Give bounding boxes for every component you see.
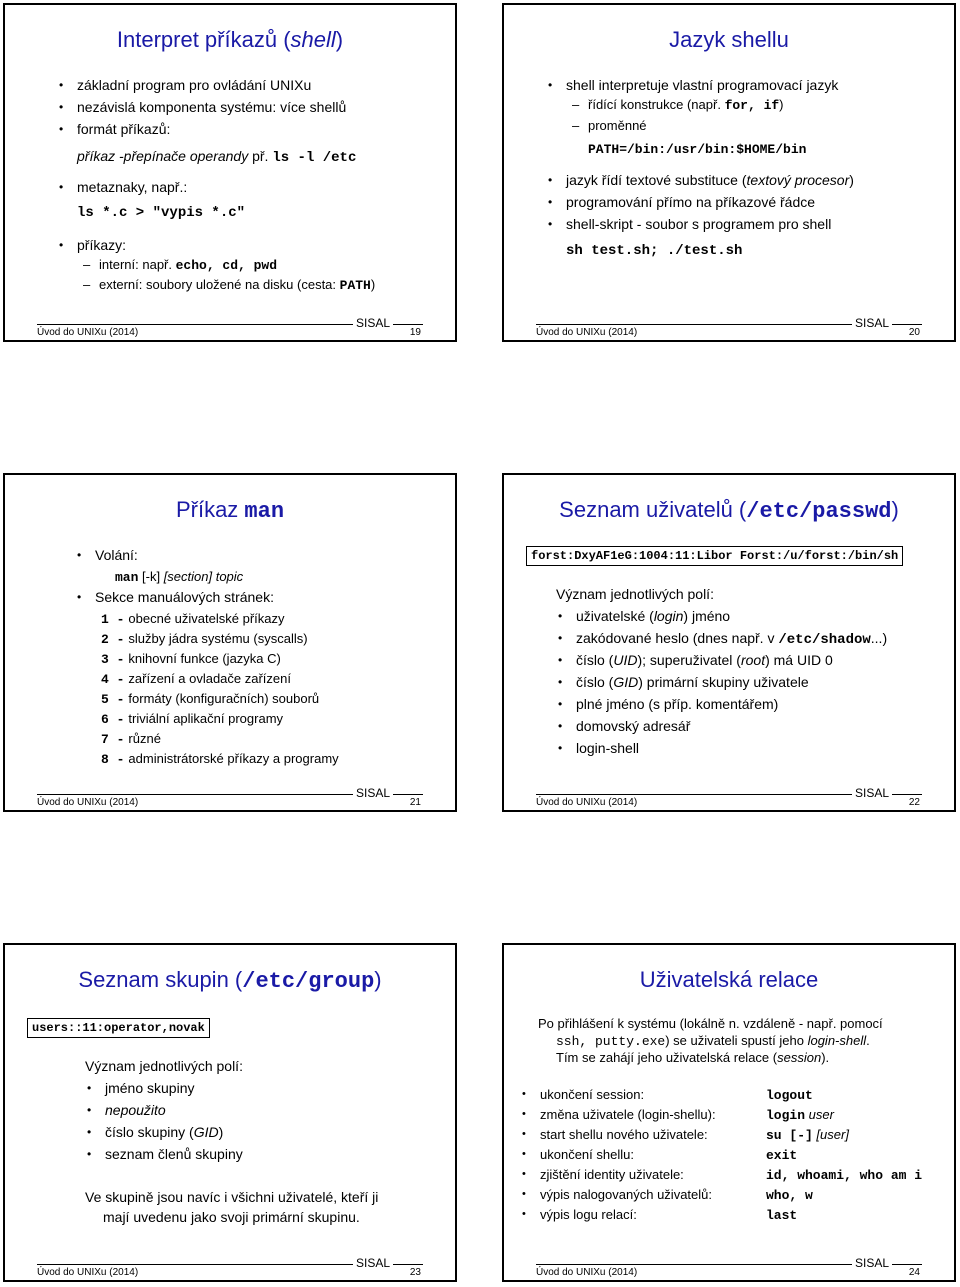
bullet-item: • shell interpretuje vlastní programovací jazyk <box>566 77 838 93</box>
man-section-row <box>101 611 285 627</box>
section-description: triviální aplikační programy <box>128 711 284 726</box>
bullet-icon: • <box>522 1148 526 1160</box>
footer-course: Úvod do UNIXu (2014) <box>536 797 638 808</box>
bullet-item: • programování přímo na příkazové řádce <box>566 194 815 210</box>
bullet-item: • základní program pro ovládání UNIXu <box>77 77 311 93</box>
section-description: formáty (konfiguračních) souborů <box>128 691 320 706</box>
command-row <box>522 1167 923 1183</box>
section-number: 1 - <box>101 612 125 627</box>
command-label: výpis logu relací: <box>540 1207 637 1222</box>
footer-org: SISAL <box>852 786 892 800</box>
bullet-icon: • <box>522 1128 526 1140</box>
command-row <box>522 1147 798 1163</box>
footer-org: SISAL <box>353 316 393 330</box>
field-item: • seznam členů skupiny <box>105 1146 243 1162</box>
bullet-icon: • <box>522 1088 526 1100</box>
bullet-item: • Sekce manuálových stránek: <box>95 589 274 605</box>
command-code: login user <box>766 1107 834 1123</box>
field-item: • zakódované heslo (dnes např. v /etc/shadow...) <box>576 630 887 648</box>
section-number: 3 - <box>101 652 125 667</box>
man-section-row <box>101 751 339 767</box>
field-item: • plné jméno (s příp. komentářem) <box>576 696 778 712</box>
command-code: logout <box>766 1088 813 1103</box>
man-section-row <box>101 631 308 647</box>
command-code: exit <box>766 1148 798 1163</box>
slide-22 <box>502 473 956 812</box>
group-line: users::11:operator,novak <box>27 1018 210 1038</box>
command-label: změna uživatele (login-shellu): <box>540 1107 716 1122</box>
page-number: 20 <box>908 327 920 338</box>
page-number: 24 <box>908 1267 920 1278</box>
note-line: Ve skupině jsou navíc i všichni uživatelé, kteří ji <box>85 1189 379 1205</box>
command-row <box>522 1087 813 1103</box>
field-item: • nepoužito <box>105 1102 166 1118</box>
slide-title: Příkaz man <box>175 497 285 524</box>
command-label: výpis nalogovaných uživatelů: <box>540 1187 712 1202</box>
section-number: 8 - <box>101 752 125 767</box>
bullet-item: • příkazy: <box>77 237 126 253</box>
command-label: zjištění identity uživatele: <box>540 1167 684 1182</box>
code-line: PATH=/bin:/usr/bin:$HOME/bin <box>588 142 807 157</box>
bullet-item: • Volání: <box>95 547 138 563</box>
section-number: 4 - <box>101 672 125 687</box>
intro-line: Tím se zahájí jeho uživatelská relace (session). <box>556 1050 830 1065</box>
command-label: start shellu nového uživatele: <box>540 1127 708 1142</box>
bullet-item: • shell-skript - soubor s programem pro shell <box>566 216 831 232</box>
fields-heading: Význam jednotlivých polí: <box>85 1058 243 1074</box>
command-code: id, whoami, who am i <box>766 1168 923 1183</box>
field-item: • číslo (GID) primární skupiny uživatele <box>576 674 809 690</box>
section-description: obecné uživatelské příkazy <box>128 611 285 626</box>
page-number: 22 <box>908 797 920 808</box>
command-code: who, w <box>766 1188 813 1203</box>
code-line: sh test.sh; ./test.sh <box>566 243 743 259</box>
slide-title: Seznam uživatelů (/etc/passwd) <box>559 497 899 524</box>
field-item: • domovský adresář <box>576 718 690 734</box>
man-section-row <box>101 691 319 707</box>
command-code: last <box>766 1208 798 1223</box>
slide-19 <box>3 3 457 342</box>
command-row <box>522 1187 813 1203</box>
section-description: různé <box>128 731 161 746</box>
field-item: • jméno skupiny <box>105 1080 195 1096</box>
code-line: ls *.c > "vypis *.c" <box>77 205 246 221</box>
sub-item: – proměnné <box>588 118 647 133</box>
page-number: 19 <box>409 327 421 338</box>
footer-org: SISAL <box>852 1256 892 1270</box>
command-row <box>522 1127 849 1143</box>
footer-course: Úvod do UNIXu (2014) <box>37 797 139 808</box>
slide-title: Seznam skupin (/etc/group) <box>78 967 382 994</box>
bullet-item: • jazyk řídí textové substituce (textový procesor) <box>566 172 854 188</box>
bullet-icon: • <box>522 1188 526 1200</box>
fields-heading: Význam jednotlivých polí: <box>556 586 714 602</box>
man-section-row <box>101 651 281 667</box>
section-description: zařízení a ovladače zařízení <box>128 671 291 686</box>
bullet-item: • metaznaky, např.: <box>77 179 187 195</box>
bullet-icon: • <box>522 1108 526 1120</box>
man-section-row <box>101 671 291 687</box>
command-format: příkaz -přepínače operandy př. ls -l /etc <box>77 148 357 166</box>
section-description: knihovní funkce (jazyka C) <box>128 651 281 666</box>
sub-item: – externí: soubory uložené na disku (cesta: PATH) <box>99 277 375 293</box>
note-line: mají uvedenu jako svoji primární skupinu. <box>103 1209 360 1225</box>
footer-org: SISAL <box>852 316 892 330</box>
sub-item: – interní: např. echo, cd, pwd <box>99 257 277 273</box>
slide-23 <box>3 943 457 1282</box>
footer-org: SISAL <box>353 1256 393 1270</box>
intro-line: ssh, putty.exe) se uživateli spustí jeho login-shell. <box>556 1033 870 1049</box>
section-description: služby jádra systému (syscalls) <box>128 631 308 646</box>
intro-line: Po přihlášení k systému (lokálně n. vzdáleně - např. pomocí <box>538 1016 883 1031</box>
command-label: ukončení shellu: <box>540 1147 634 1162</box>
man-call: man [-k] [section] topic <box>115 569 244 585</box>
man-section-row <box>101 731 161 747</box>
section-number: 7 - <box>101 732 125 747</box>
slide-title: Uživatelská relace <box>639 967 819 992</box>
section-number: 5 - <box>101 692 125 707</box>
field-item: • číslo skupiny (GID) <box>105 1124 223 1140</box>
footer-course: Úvod do UNIXu (2014) <box>37 1267 139 1278</box>
command-code: su [-] [user] <box>766 1127 849 1143</box>
footer-course: Úvod do UNIXu (2014) <box>37 327 139 338</box>
footer-org: SISAL <box>353 786 393 800</box>
field-item: • login-shell <box>576 740 639 756</box>
bullet-icon: • <box>522 1208 526 1220</box>
page-number: 23 <box>409 1267 421 1278</box>
command-row <box>522 1207 798 1223</box>
passwd-line: forst:DxyAF1eG:1004:11:Libor Forst:/u/forst:/bin/sh <box>526 546 903 566</box>
man-section-row <box>101 711 283 727</box>
bullet-item: • nezávislá komponenta systému: více shellů <box>77 99 346 115</box>
slide-21 <box>3 473 457 812</box>
field-item: • uživatelské (login) jméno <box>576 608 730 624</box>
slide-24 <box>502 943 956 1282</box>
command-label: ukončení session: <box>540 1087 645 1102</box>
footer-course: Úvod do UNIXu (2014) <box>536 327 638 338</box>
command-row <box>522 1107 834 1123</box>
section-number: 2 - <box>101 632 125 647</box>
slide-title: Interpret příkazů (shell) <box>116 27 344 52</box>
bullet-item: • formát příkazů: <box>77 121 170 137</box>
page-number: 21 <box>409 797 421 808</box>
sub-item: – řídící konstrukce (např. for, if) <box>588 97 784 113</box>
bullet-icon: • <box>522 1168 526 1180</box>
footer-course: Úvod do UNIXu (2014) <box>536 1267 638 1278</box>
slide-title: Jazyk shellu <box>669 27 789 52</box>
section-description: administrátorské příkazy a programy <box>128 751 339 766</box>
field-item: • číslo (UID); superuživatel (root) má UID 0 <box>576 652 833 668</box>
section-number: 6 - <box>101 712 125 727</box>
slide-20 <box>502 3 956 342</box>
